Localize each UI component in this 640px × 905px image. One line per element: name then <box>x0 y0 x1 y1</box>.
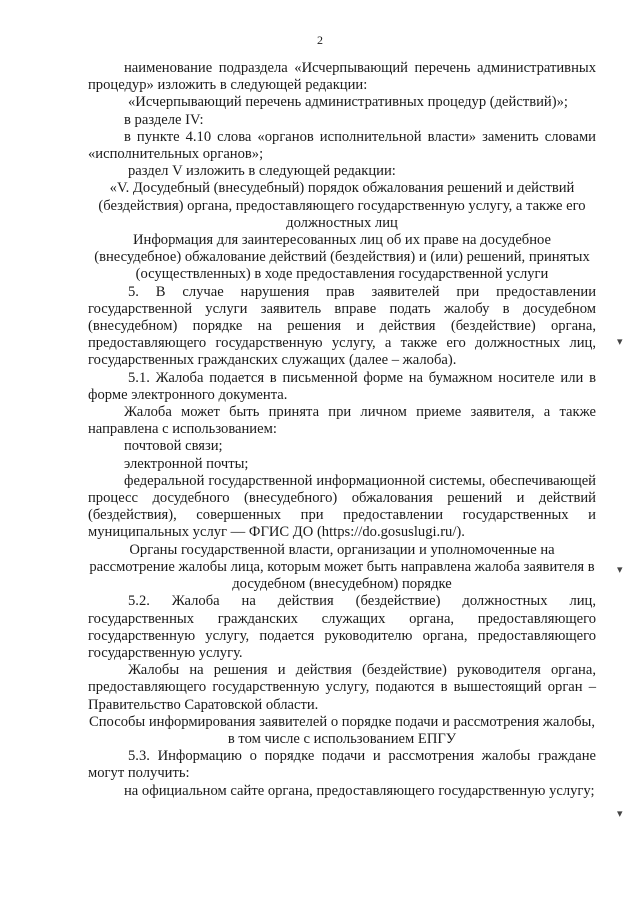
paragraph: 5.2. Жалоба на действия (бездействие) должностных лиц, государственных гражданских служащих органа, предоставляющего государственную услугу, подается руководителю органа, предоставляющего государственную услугу. <box>88 593 596 661</box>
scan-mark: ▾ <box>617 808 623 820</box>
paragraph: 5. В случае нарушения прав заявителей при предоставлении государственной услуги заявитель вправе подать жалобу в досудебном (внесудебном) порядке на решения и действия (бездействие) органа, предоставляющего государственную услугу, а также его должностных лиц, государственных гражданских служащих (далее – жалоба). <box>88 283 596 369</box>
subsection-heading: Способы информирования заявителей о порядке подачи и рассмотрения жалобы, в том числе с использованием ЕПГУ <box>89 713 595 747</box>
subsection-heading: Органы государственной власти, организации и уполномоченные на рассмотрение жалобы лица, которым может быть направлена жалоба заявителя в досудебном (внесудебном) порядке <box>89 541 595 593</box>
paragraph: 5.3. Информацию о порядке подачи и рассмотрения жалобы граждане могут получить: <box>88 748 596 782</box>
scan-mark: ▾ <box>617 564 623 576</box>
document-body <box>88 60 596 800</box>
paragraph: 5.1. Жалоба подается в письменной форме на бумажном носителе или в форме электронного документа. <box>88 369 596 403</box>
list-item: на официальном сайте органа, предоставляющего государственную услугу; <box>124 782 595 799</box>
scan-mark: ▾ <box>617 336 623 348</box>
paragraph: раздел V изложить в следующей редакции: <box>128 163 396 180</box>
page-number: 2 <box>317 33 323 47</box>
paragraph: наименование подраздела «Исчерпывающий перечень административных процедур» изложить в следующей редакции: <box>88 60 596 94</box>
subsection-heading: Информация для заинтересованных лиц об их праве на досудебное (внесудебное) обжалование действий (бездействия) и (или) решений, принятых (осуществленных) в ходе предоставления государственной услуги <box>94 232 590 283</box>
paragraph: Жалоба может быть принята при личном приеме заявителя, а также направлена с использованием: <box>88 404 596 438</box>
list-item: электронной почты; <box>124 455 249 472</box>
section-heading: «V. Досудебный (внесудебный) порядок обжалования решений и действий (бездействия) органа, предоставляющего государственную услугу, а также его должностных лиц <box>98 180 586 231</box>
paragraph: Жалобы на решения и действия (бездействие) руководителя органа, предоставляющего государственную услугу, подаются в вышестоящий орган – Правительство Саратовской области. <box>88 662 596 713</box>
paragraph: «Исчерпывающий перечень административных процедур (действий)»; <box>128 94 568 111</box>
paragraph: в пункте 4.10 слова «органов исполнительной власти» заменить словами «исполнительных органов»; <box>88 128 596 163</box>
paragraph: в разделе IV: <box>124 111 204 128</box>
list-item: почтовой связи; <box>124 438 223 455</box>
list-item: федеральной государственной информационной системы, обеспечивающей процесс досудебного (внесудебного) обжалования решений и действий (бездействия), совершенных при предоставлении государственных и муниципальных услуг — ФГИС ДО (https://do.gosuslugi.ru/). <box>88 472 596 541</box>
